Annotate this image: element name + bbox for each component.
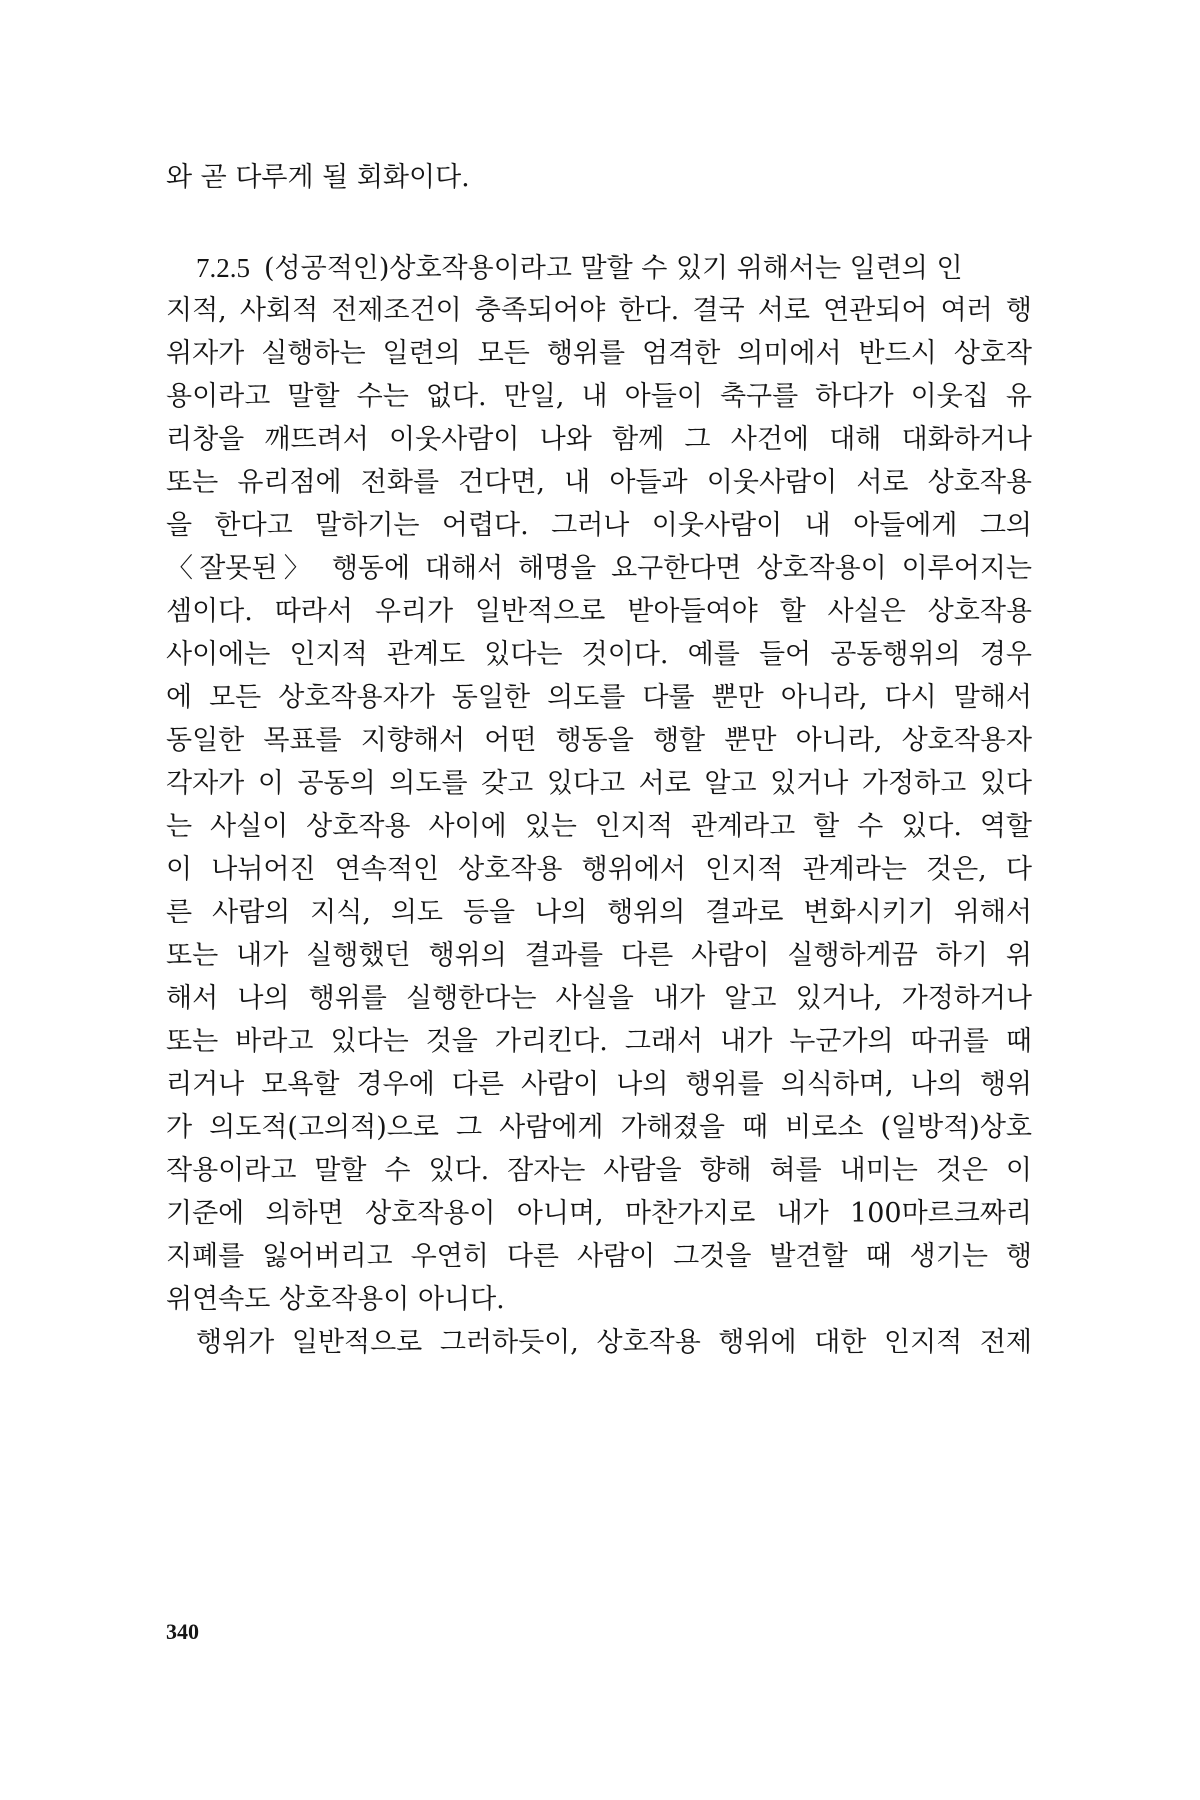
body-line: 또는 바라고 있다는 것을 가리킨다. 그래서 내가 누군가의 따귀를 때	[166, 1026, 1032, 1057]
body-line: 또는 내가 실행했던 행위의 결과를 다른 사람이 실행하게끔 하기 위	[166, 940, 1032, 971]
body-line: 위자가 실행하는 일련의 모든 행위를 엄격한 의미에서 반드시 상호작	[166, 338, 1032, 369]
body-line: 에 모든 상호작용자가 동일한 의도를 다룰 뿐만 아니라, 다시 말해서	[166, 682, 1032, 713]
paragraph-last-line: 위연속도 상호작용이 아니다.	[166, 1284, 505, 1315]
section-number: 7.2.5	[196, 253, 250, 283]
body-line: 〈잘못된〉 행동에 대해서 해명을 요구한다면 상호작용이 이루어지는	[166, 553, 1032, 584]
body-line: 이 나뉘어진 연속적인 상호작용 행위에서 인지적 관계라는 것은, 다	[166, 854, 1032, 885]
body-line: 른 사람의 지식, 의도 등을 나의 행위의 결과로 변화시키기 위해서	[166, 897, 1032, 928]
body-line: 해서 나의 행위를 실행한다는 사실을 내가 알고 있거나, 가정하거나	[166, 983, 1032, 1014]
body-line: 각자가 이 공동의 의도를 갖고 있다고 서로 알고 있거나 가정하고 있다	[166, 768, 1032, 799]
body-line: 또는 유리점에 전화를 건다면, 내 아들과 이웃사람이 서로 상호작용	[166, 467, 1032, 498]
body-line: 동일한 목표를 지향해서 어떤 행동을 행할 뿐만 아니라, 상호작용자	[166, 725, 1032, 756]
body-line: 는 사실이 상호작용 사이에 있는 인지적 관계라고 할 수 있다. 역할	[166, 811, 1032, 842]
page-number: 340	[166, 1619, 199, 1644]
section-first-line	[196, 248, 1032, 289]
body-line: 셈이다. 따라서 우리가 일반적으로 받아들여야 할 사실은 상호작용	[166, 596, 1032, 627]
section-line-text: (성공적인)상호작용이라고 말할 수 있기 위해서는 일련의 인	[264, 253, 963, 284]
carry-over-line: 와 곧 다루게 될 회화이다.	[166, 162, 470, 193]
body-line: 기준에 의하면 상호작용이 아니며, 마찬가지로 내가 100마르크짜리	[166, 1198, 1032, 1229]
body-line: 사이에는 인지적 관계도 있다는 것이다. 예를 들어 공동행위의 경우	[166, 639, 1032, 670]
body-line: 리창을 깨뜨려서 이웃사람이 나와 함께 그 사건에 대해 대화하거나	[166, 424, 1032, 455]
next-paragraph-line: 행위가 일반적으로 그러하듯이, 상호작용 행위에 대한 인지적 전제	[196, 1327, 1032, 1358]
body-line: 을 한다고 말하기는 어렵다. 그러나 이웃사람이 내 아들에게 그의	[166, 510, 1032, 541]
body-line: 가 의도적(고의적)으로 그 사람에게 가해졌을 때 비로소 (일방적)상호	[166, 1112, 1032, 1143]
body-line: 지적, 사회적 전제조건이 충족되어야 한다. 결국 서로 연관되어 여러 행	[166, 295, 1032, 326]
body-line: 작용이라고 말할 수 있다. 잠자는 사람을 향해 혀를 내미는 것은 이	[166, 1155, 1032, 1186]
body-line: 용이라고 말할 수는 없다. 만일, 내 아들이 축구를 하다가 이웃집 유	[166, 381, 1032, 412]
body-line: 리거나 모욕할 경우에 다른 사람이 나의 행위를 의식하며, 나의 행위	[166, 1069, 1032, 1100]
body-line: 지폐를 잃어버리고 우연히 다른 사람이 그것을 발견할 때 생기는 행	[166, 1241, 1032, 1272]
